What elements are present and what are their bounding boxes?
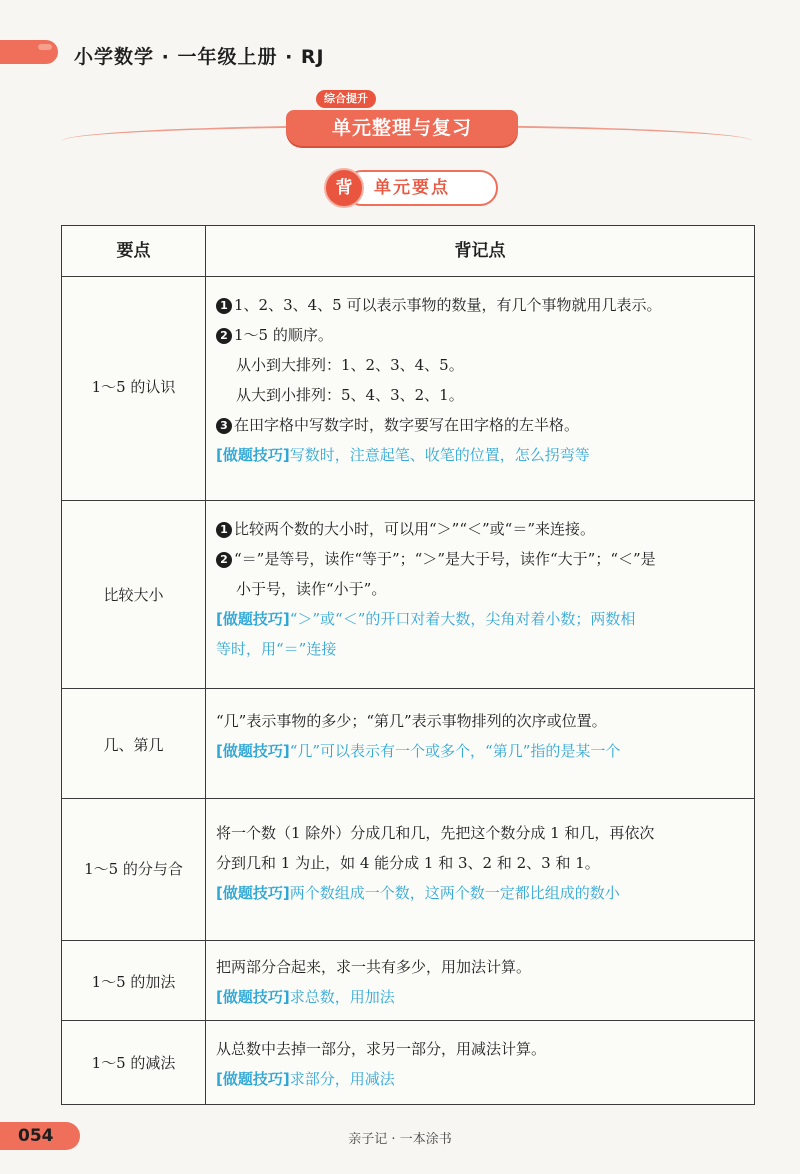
table-line: 从总数中去掉一部分，求另一部分，用减法计算。: [216, 1040, 547, 1058]
header-cell-memory: 背记点: [454, 241, 506, 261]
book-title: 小学数学 · 一年级上册 · RJ: [74, 46, 325, 68]
number-badge: 1: [216, 298, 232, 314]
tip-label: [做题技巧]: [216, 742, 290, 760]
number-badge: 2: [216, 328, 232, 344]
tip-label: [做题技巧]: [216, 1070, 290, 1088]
row-content-compare: [216, 514, 750, 664]
table-line: 将一个数（1 除外）分成几和几，先把这个数分成 1 和几，再依次: [216, 824, 655, 842]
header-accent: [38, 44, 52, 50]
table-line: 1 比较两个数的大小时，可以用“＞”“＜”或“＝”来连接。: [216, 514, 750, 544]
section-badge: 综合提升: [316, 90, 376, 108]
tip-line: [做题技巧]“＞”或“＜”的开口对着大数，尖角对着小数；两数相: [216, 610, 636, 628]
table-line: 从小到大排列：1、2、3、4、5。: [236, 356, 464, 374]
tip-label: [做题技巧]: [216, 446, 290, 464]
footer-text: 亲子记 · 一本涂书: [348, 1132, 452, 1147]
table-line: 小于号，读作“小于”。: [236, 580, 387, 598]
row-content-decompose: [216, 818, 750, 908]
table-line: 2 1～5 的顺序。: [216, 320, 750, 350]
tip-label: [做题技巧]: [216, 988, 290, 1006]
row-content-subtraction: [216, 1034, 750, 1094]
table-line: 1 1、2、3、4、5 可以表示事物的数量，有几个事物就用几表示。: [216, 290, 750, 320]
row-key-subtraction: 1～5 的减法: [91, 1054, 176, 1072]
row-key-ordinal: 几、第几: [103, 736, 164, 754]
section-title: 单元整理与复习: [331, 117, 472, 139]
row-key-addition: 1～5 的加法: [91, 973, 176, 991]
table-line: 从大到小排列：5、4、3、2、1。: [236, 386, 464, 404]
recite-icon: 背: [324, 168, 364, 208]
tip-line: [做题技巧]写数时，注意起笔、收笔的位置，怎么拐弯等: [216, 446, 590, 464]
tip-line: [做题技巧]“几”可以表示有一个或多个，“第几”指的是某一个: [216, 742, 621, 760]
table-line: 3 在田字格中写数字时，数字要写在田字格的左半格。: [216, 410, 750, 440]
row-divider: [62, 940, 754, 941]
table-line: 2 “＝”是等号，读作“等于”；“＞”是大于号，读作“大于”；“＜”是: [216, 544, 750, 574]
row-divider: [62, 688, 754, 689]
row-divider: [62, 500, 754, 501]
header-cell-points: 要点: [116, 241, 151, 261]
page-number: 054: [18, 1126, 54, 1146]
row-content-addition: [216, 952, 750, 1012]
row-divider: [62, 276, 754, 277]
subsection-title: 单元要点: [374, 178, 450, 198]
row-divider: [62, 798, 754, 799]
column-divider: [205, 226, 206, 1104]
number-badge: 3: [216, 418, 232, 434]
tip-line: [做题技巧]两个数组成一个数，这两个数一定都比组成的数小: [216, 884, 620, 902]
row-key-recognize: 1～5 的认识: [91, 378, 176, 396]
tip-line: [做题技巧]求部分，用减法: [216, 1070, 395, 1088]
row-content-ordinal: [216, 706, 750, 766]
table-line: 把两部分合起来，求一共有多少，用加法计算。: [216, 958, 532, 976]
tip-label: [做题技巧]: [216, 884, 290, 902]
row-key-decompose: 1～5 的分与合: [84, 860, 183, 878]
subsection-heading: [324, 168, 504, 208]
number-badge: 1: [216, 522, 232, 538]
number-badge: 2: [216, 552, 232, 568]
tip-label: [做题技巧]: [216, 610, 290, 628]
row-key-compare: 比较大小: [103, 586, 164, 604]
table-line: 分到几和 1 为止，如 4 能分成 1 和 3、2 和 2、3 和 1。: [216, 854, 600, 872]
row-divider: [62, 1020, 754, 1021]
tip-line-continued: 等时，用“＝”连接: [216, 640, 337, 658]
key-points-table: [61, 225, 755, 1105]
row-content-recognize: [216, 290, 750, 470]
table-line: “几”表示事物的多少；“第几”表示事物排列的次序或位置。: [216, 712, 607, 730]
tip-line: [做题技巧]求总数，用加法: [216, 988, 395, 1006]
